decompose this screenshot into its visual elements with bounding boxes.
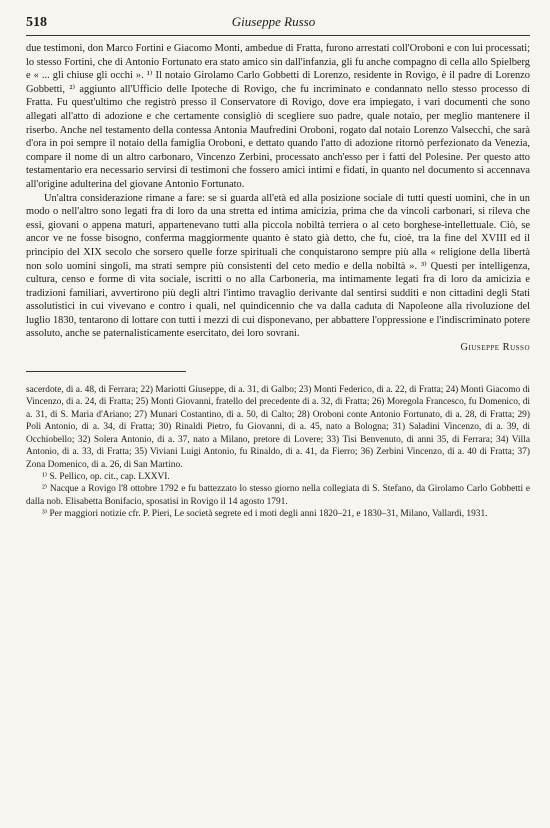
footnote-2: ²⁾ Nacque a Rovigo l'8 ottobre 1792 e fu battezzato lo stesso giorno nella collegiata di S. Stefano, da Girolamo Carlo Gobbetti e dalla nob. Elisabetta Bonifacio, sposatisi in Rovigo il 14 agosto 1791. xyxy=(26,484,530,507)
running-head: Giuseppe Russo xyxy=(231,14,316,29)
page-header xyxy=(26,14,530,31)
body-paragraph: Un'altra considerazione rimane a fare: se si guarda all'età ed alla posizione sociale di tutti questi uomini, che in un modo o nell'altro sono legati fra di loro da una stretta ed intima amicizia, prima che da vincoli carbonari, si rileva che essi, giovani o appena maturi, appartenevano tutti alla piccola nobiltà terriera o al ceto borghese-intellettuale. Ciò, se ancor ve ne fosse bisogno, conferma maggiormente quanto è stato già detto, che fu, cioè, tra la fine del XVIII ed il principio del XIX secolo che sorsero quelle forze spirituali che conquistarono sempre più alla « religione della libertà non solo uomini singoli, ma strati sempre più consistenti del ceto medio e della nobiltà ». ³⁾ Questi per intelligenza, cultura, censo e forme di vita sociale, iscritti o no alla Carboneria, ma intimamente legati fra di loro da amicizia e tradizioni familiari, avvertirono più degli altri l'intimo travaglio derivante dal sentirsi sudditi e non cittadini degli Stati assolutistici in cui vivevano e contro i quali, nel quindicennio che va dalla caduta di Napoleone alla rivoluzione del luglio 1830, tentarono di lottare con tutti i mezzi di cui disponevano, per abbattere l'oppressione e l'indiscriminato potere assoluto, anche se paternalisticamente esercitato, dei loro sovrani. xyxy=(26,192,530,340)
body-paragraph: due testimoni, don Marco Fortini e Giacomo Monti, ambedue di Fratta, furono arrestati coll'Oroboni e con lui processati; lo stesso Fortini, che di Antonio Fortunato era stato amico sin dall'infanzia, gli fu anche compagno di cella allo Spielberg e « ... gli chiuse gli occhi ». ¹⁾ Il notaio Girolamo Carlo Gobbetti di Lorenzo, residente in Rovigo, è il padre di Lorenzo Gobbetti, ²⁾ aggiunto all'Ufficio delle Ipoteche di Rovigo, che fu incriminato e condannato nello stesso processo di Fratta. Fu quest'ultimo che registrò presso il Conservatore di Rovigo, dove era impiegato, i vari documenti che sono allegati all'atto di adozione e che certamente consigliò di scegliere suo padre, quale notaio, per meglio mantenere il riserbo. Anche nel testamento della contessa Antonia Maufredini Oroboni, rogato dal notaio Lorenzo Valsecchi, che sarà d'ora in poi sempre il notaio della famiglia Oroboni, e dettato quando l'atto di adozione ritornò perfezionato da Venezia, compare il nome di un altro carbonaro, Vincenzo Zerbini, processato anch'esso per i fatti del Polesine. Per questo atto testamentario era necessario servirsi di testimoni che fossero amici intimi e fidati, in quanto nel documento si accennava all'origine adulterina del giovane Antonio Fortunato. xyxy=(26,43,530,190)
page-number: 518 xyxy=(26,15,47,30)
author-signature: Giuseppe Russo xyxy=(460,342,530,354)
footnote-continuation: sacerdote, di a. 48, di Ferrara; 22) Mariotti Giuseppe, di a. 31, di Galbo; 23) Monti Federico, di a. 22, di Fratta; 24) Monti Giacomo di Vincenzo, di a. 24, di Fratta; 25) Monti Giovanni, fratello del precedente di a. 32, di Fratta; 26) Moregola Francesco, fu Domenico, di a. 31, di S. Maria d'Ariano; 27) Munari Costantino, di a. 50, di Calto; 28) Oroboni conte Antonio Fortunato, di a. 28, di Fratta; 29) Poli Antonio, di a. 34, di Fratta; 30) Rinaldi Pietro, fu Giovanni, di a. 45, nato a Bologna; 31) Saladini Vincenzo, di a. 39, di Occhiobello; 32) Solera Antonio, di a. 37, nato a Milano, pretore di Lovere; 33) Tisi Benvenuto, di anni 35, di Ferrara; 34) Villa Antonio, di a. 33, di Fratta; 35) Viviani Luigi Antonio, fu Rinaldo, di a. 41, da Fierro; 36) Zerbini Vincenzo, di a. 40 di Fratta; 37) Zona Domenico, di a. 26, di San Martino. xyxy=(26,385,530,470)
footnote-rule xyxy=(26,371,186,372)
footnote-3: ³⁾ Per maggiori notizie cfr. P. Pieri, Le società segrete ed i moti degli anni 1820–21, e 1830–31, Milano, Vallardi, 1931. xyxy=(42,509,488,520)
footnote-1: ¹⁾ S. Pellico, op. cit., cap. LXXVI. xyxy=(42,471,170,482)
header-rule xyxy=(26,35,530,36)
